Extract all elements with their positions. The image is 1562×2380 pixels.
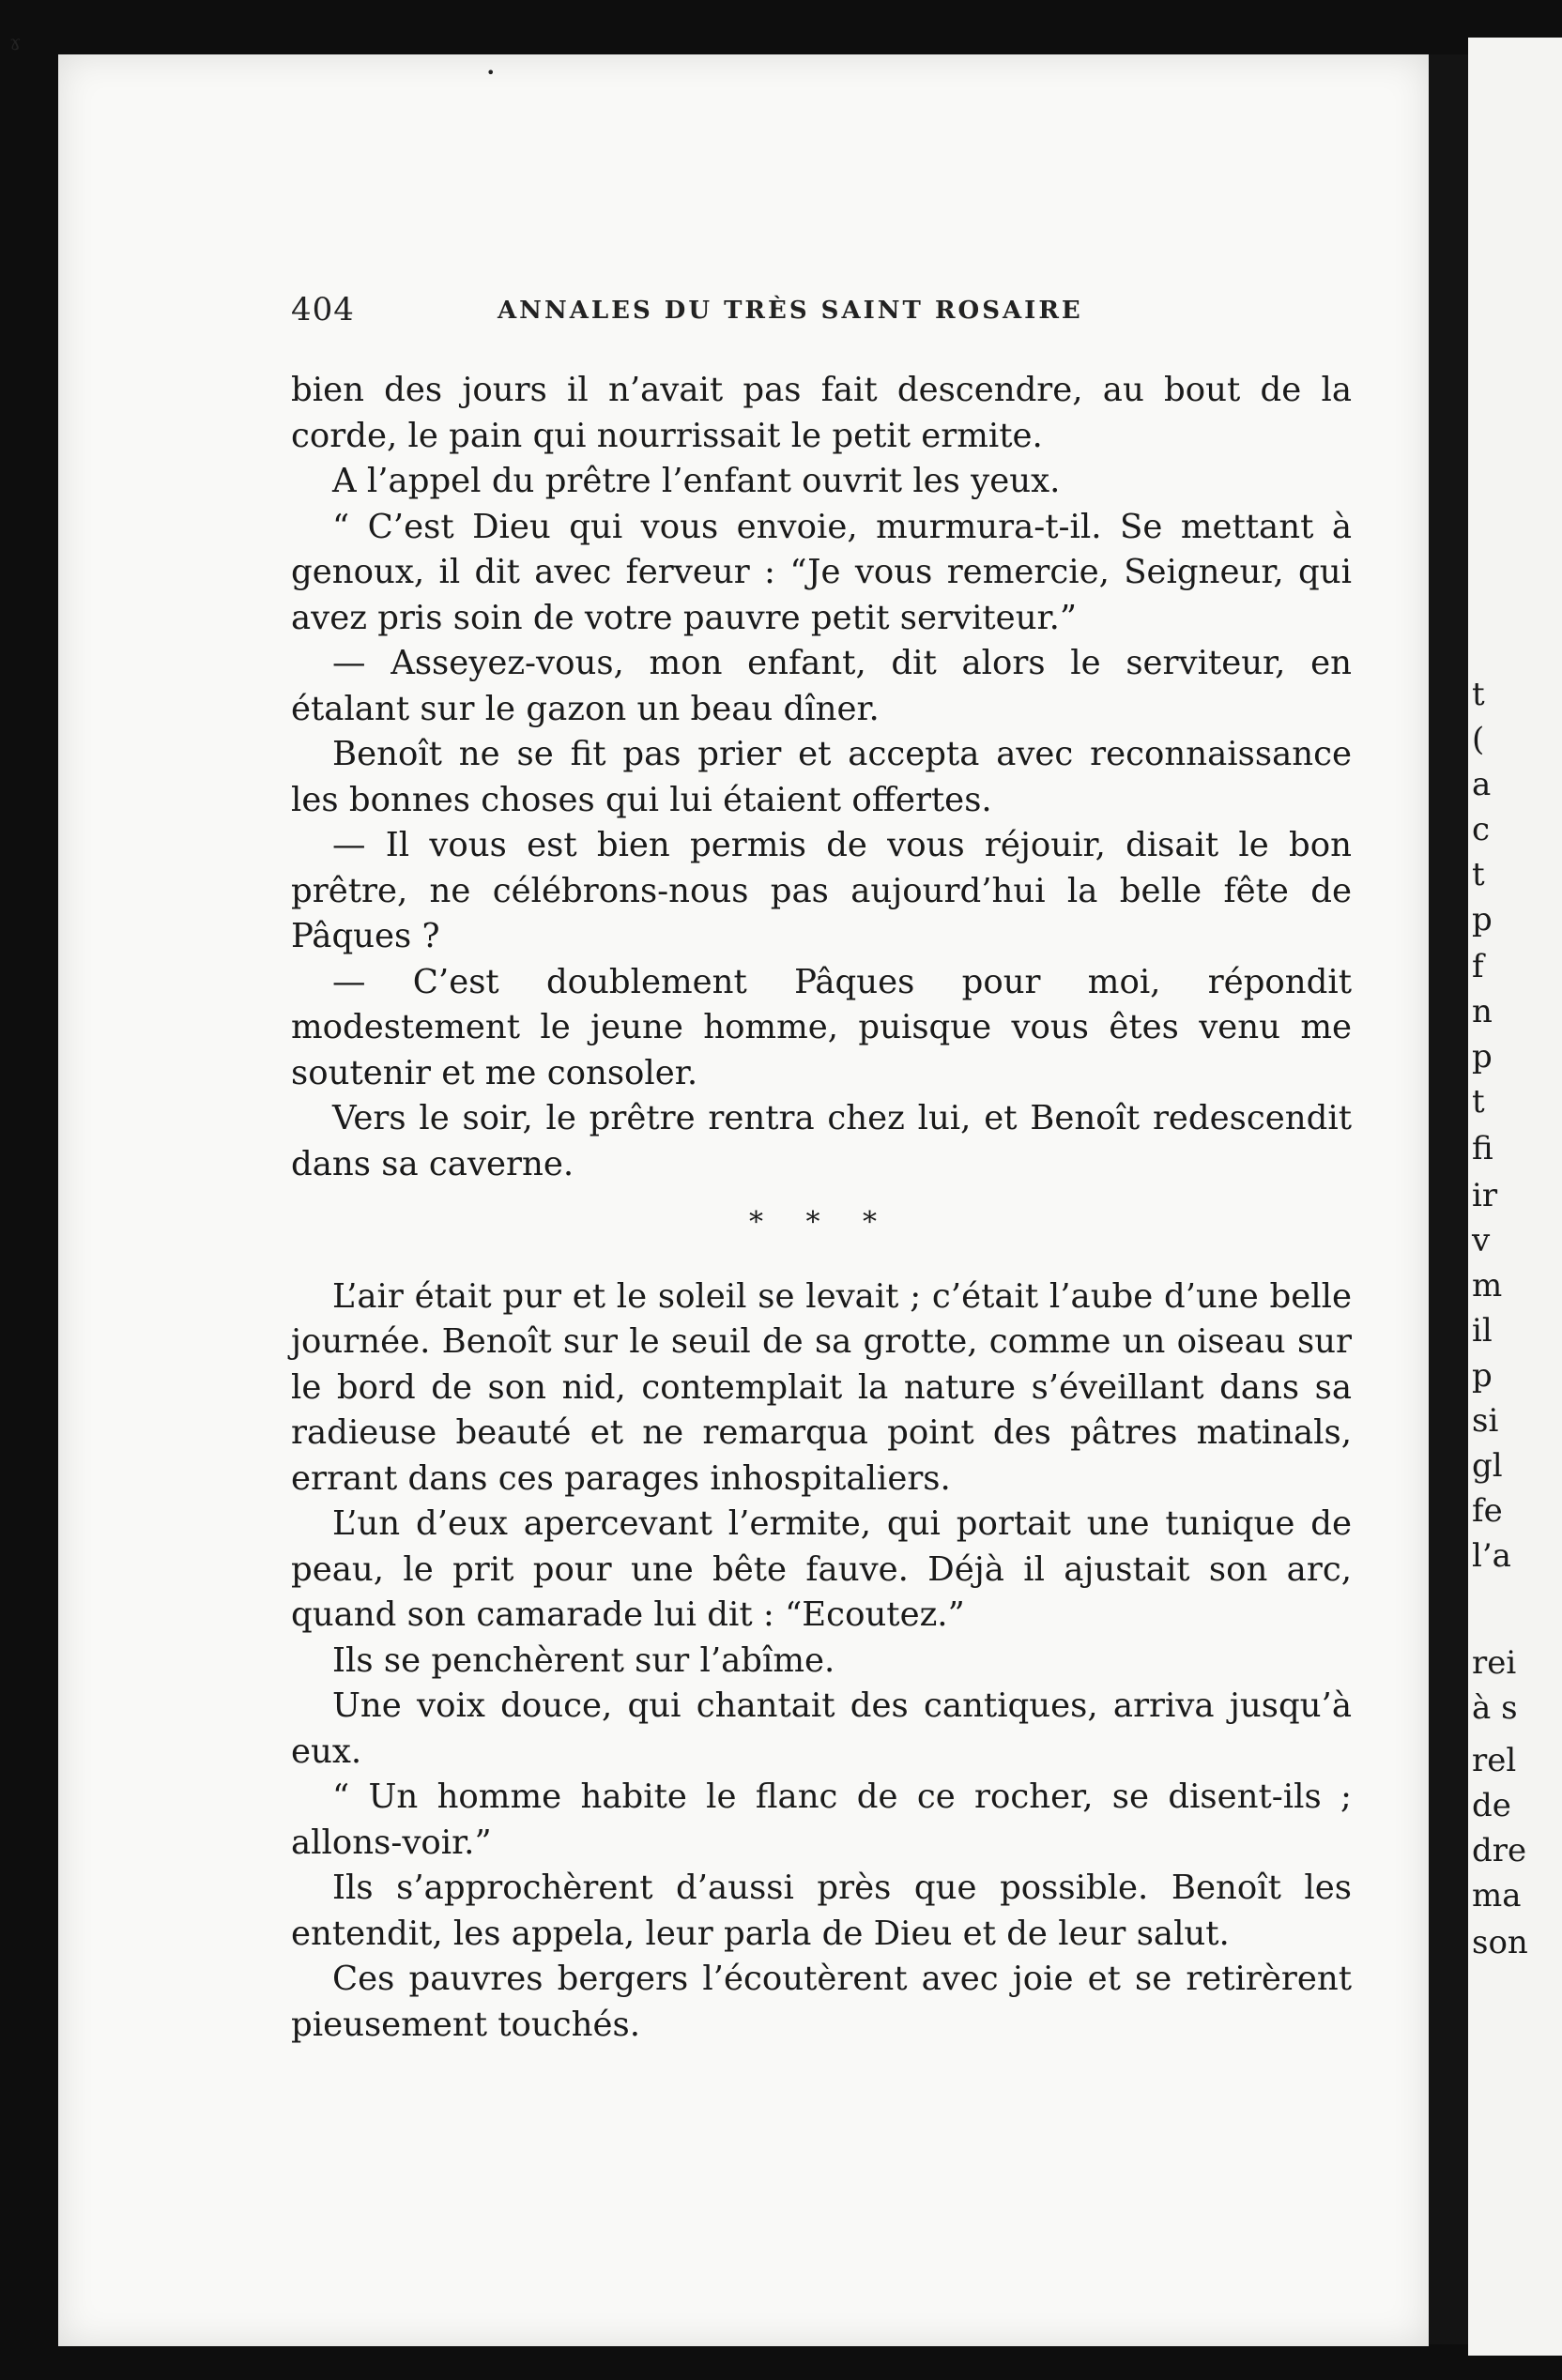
adjacent-page-text-fragment: si xyxy=(1472,1402,1499,1440)
adjacent-page-text-fragment: il xyxy=(1472,1312,1493,1350)
paragraph: A l’appel du prêtre l’enfant ouvrit les yeux. xyxy=(332,462,1061,500)
adjacent-page-text-fragment: gl xyxy=(1472,1447,1503,1485)
adjacent-page-text-fragment: v xyxy=(1472,1222,1491,1259)
adjacent-page-text-fragment: n xyxy=(1472,993,1493,1030)
paragraph: Vers le soir, le prêtre rentra chez lui, et Benoît redescendit dans sa caverne. xyxy=(291,1099,1352,1183)
paragraph: Benoît ne se fit pas prier et accepta avec reconnaissance les bonnes choses qui lui étaient offertes. xyxy=(291,735,1352,819)
adjacent-page-text-fragment: de xyxy=(1472,1787,1511,1824)
adjacent-page-edge xyxy=(1468,38,1562,2356)
paragraph: Une voix douce, qui chantait des cantiques, arriva jusqu’à eux. xyxy=(291,1686,1352,1771)
adjacent-page-text-fragment: ( xyxy=(1472,721,1485,758)
running-head: ANNALES DU TRÈS SAINT ROSAIRE xyxy=(498,297,1083,325)
adjacent-page-text-fragment: a xyxy=(1472,766,1492,803)
scan-speck: • xyxy=(486,64,496,82)
paragraph: “ C’est Dieu qui vous envoie, murmura-t-il. Se mettant à genoux, il dit avec ferveur : “Je vous remercie, Seigneur, qui avez pris soin de votre pauvre petit serviteur.” xyxy=(291,507,1352,637)
paragraph: “ Un homme habite le flanc de ce rocher, se disent-ils ; allons-voir.” xyxy=(291,1777,1352,1862)
adjacent-page-text-fragment: l’a xyxy=(1472,1537,1511,1575)
paragraph: — Il vous est bien permis de vous réjouir, disait le bon prêtre, ne célébrons-nous pas aujourd’hui la belle fête de Pâques ? xyxy=(291,826,1352,955)
paragraph: — Asseyez-vous, mon enfant, dit alors le serviteur, en étalant sur le gazon un beau dîner. xyxy=(291,644,1352,728)
paragraph: bien des jours il n’avait pas fait descendre, au bout de la corde, le pain qui nourrissait le petit ermite. xyxy=(291,371,1352,455)
adjacent-page-text-fragment: ir xyxy=(1472,1177,1498,1214)
adjacent-page-text-fragment: c xyxy=(1472,811,1491,848)
adjacent-page-text-fragment: p xyxy=(1472,901,1493,938)
adjacent-page-text-fragment: t xyxy=(1472,676,1485,713)
page-body xyxy=(291,368,1352,2048)
adjacent-page-text-fragment: à s xyxy=(1472,1689,1518,1727)
adjacent-page-text-fragment: dre xyxy=(1472,1832,1527,1869)
paragraph: Ces pauvres bergers l’écoutèrent avec joie et se retirèrent pieusement touchés. xyxy=(291,1960,1352,2044)
adjacent-page-text-fragment: p xyxy=(1472,1038,1493,1076)
adjacent-page-text-fragment: f xyxy=(1472,948,1484,985)
paragraph: L’air était pur et le soleil se levait ; c’était l’aube d’une belle journée. Benoît sur le seuil de sa grotte, comme un oiseau sur le bord de son nid, contemplait la nature s’éveillant dans sa radieuse beauté et ne remarqua point des pâtres matinals, errant dans ces parages inhospitaliers. xyxy=(291,1276,1352,1498)
adjacent-page-text-fragment: fi xyxy=(1472,1130,1493,1167)
adjacent-page-text-fragment: rel xyxy=(1472,1742,1517,1779)
adjacent-page-text-fragment: p xyxy=(1472,1357,1493,1395)
book-gutter xyxy=(1429,54,1468,2344)
adjacent-page-text-fragment: t xyxy=(1472,1083,1485,1121)
paragraph: Ils s’approchèrent d’aussi près que possible. Benoît les entendit, les appela, leur parla de Dieu et de leur salut. xyxy=(291,1869,1352,1953)
adjacent-page-text-fragment: son xyxy=(1472,1924,1528,1961)
paragraph: — C’est doublement Pâques pour moi, répondit modestement le jeune homme, puisque vous êtes venu me soutenir et me consoler. xyxy=(291,962,1352,1092)
section-separator: * * * xyxy=(748,1206,895,1239)
page-number: 404 xyxy=(291,291,355,328)
adjacent-page-text-fragment: ma xyxy=(1472,1877,1522,1915)
adjacent-page-text-fragment: fe xyxy=(1472,1492,1503,1530)
paragraph: L’un d’eux apercevant l’ermite, qui portait une tunique de peau, le prit pour une bête fauve. Déjà il ajustait son arc, quand son camarade lui dit : “Ecoutez.” xyxy=(291,1504,1352,1634)
paragraph: Ils se penchèrent sur l’abîme. xyxy=(332,1640,835,1680)
adjacent-page-text-fragment: rei xyxy=(1472,1644,1517,1682)
adjacent-page-text-fragment: m xyxy=(1472,1267,1503,1304)
adjacent-page-text-fragment: t xyxy=(1472,856,1485,893)
scan-speck: ɤ xyxy=(9,32,22,55)
